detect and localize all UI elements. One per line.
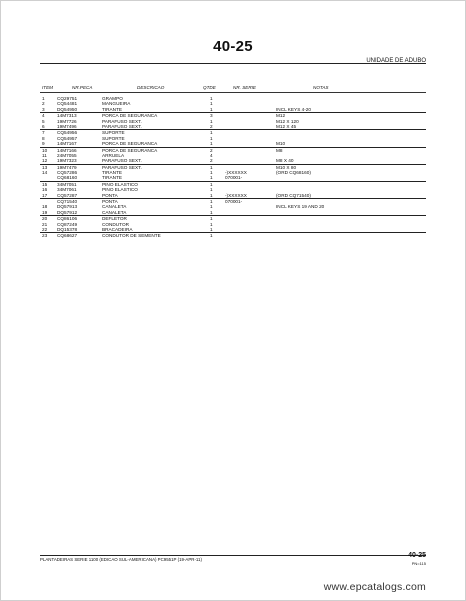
cell-part: CQ71540 [57, 199, 78, 205]
footer-code: PN=115 [411, 561, 426, 566]
footer-page-number: 40-25 [408, 552, 426, 559]
column-header-item: ITEM [42, 85, 53, 90]
cell-item: 4 [42, 113, 45, 119]
cell-notes: M8 [276, 147, 283, 153]
cell-item: 14 [42, 170, 48, 176]
cell-notes: (ORD CQ68160) [276, 170, 311, 176]
cell-description: CONDUTOR DE SEMENTE [102, 233, 161, 239]
cell-quantity: 4 [210, 152, 213, 158]
cell-part: DQ15378 [57, 226, 78, 232]
cell-quantity: 1 [210, 141, 213, 147]
cell-quantity: 1 [210, 187, 213, 193]
cell-description: TIRANTE [102, 175, 123, 181]
cell-description: SUPORTE [102, 135, 125, 141]
cell-item: 2 [42, 101, 45, 107]
cell-quantity: 1 [210, 175, 213, 181]
cell-description: ARRUELA [102, 152, 125, 158]
cell-quantity: 3 [210, 113, 213, 119]
watermark: www.epcatalogs.com [323, 581, 426, 593]
cell-item: 17 [42, 192, 48, 198]
cell-part: DQ57913 [57, 204, 78, 210]
cell-item: 1 [42, 96, 45, 101]
cell-item: 12 [42, 158, 48, 164]
column-header-description: DESCRICAO [137, 85, 165, 90]
cell-item: 22 [42, 226, 48, 232]
cell-quantity: 1 [210, 216, 213, 222]
cell-quantity: 1 [210, 192, 213, 198]
cell-part: CQ29751 [57, 96, 78, 101]
column-header-notes: NOTAS [313, 85, 329, 90]
cell-quantity: 1 [210, 130, 213, 136]
cell-quantity: 1 [210, 118, 213, 124]
cell-item: 10 [42, 147, 48, 153]
cell-quantity: 1 [210, 101, 213, 107]
cell-notes: M10 X 80 [276, 164, 297, 170]
cell-item: 13 [42, 164, 48, 170]
parts-table [40, 96, 426, 239]
cell-item: 11 [42, 152, 47, 158]
cell-item: 8 [42, 135, 45, 141]
footer-text: PLANTADEIRAS SERIE 1100 (EDICAO SUL-AMERICANA) PC9551P (19-APR-11) [40, 557, 202, 562]
cell-notes: M12 [276, 113, 286, 119]
cell-description: CANALETA [102, 204, 127, 210]
cell-part: 19M7496 [57, 123, 77, 129]
cell-item: 23 [42, 233, 48, 239]
column-header-quantity: QTDE [203, 85, 216, 90]
cell-quantity: 1 [210, 233, 213, 239]
cell-description: TIRANTE [102, 106, 123, 112]
cell-part: 14M7313 [57, 113, 77, 119]
cell-item: 6 [42, 123, 45, 129]
cell-description: MANGUEIRA [102, 101, 131, 107]
cell-part: 24M7055 [57, 152, 77, 158]
cell-quantity: 1 [210, 181, 213, 187]
cell-item: 15 [42, 181, 48, 187]
cell-item: 19 [42, 209, 48, 215]
cell-part: 34M7051 [57, 181, 77, 187]
cell-part: DQ57912 [57, 209, 78, 215]
cell-serial: -)XXXXXX [225, 170, 247, 176]
cell-quantity: 1 [210, 199, 213, 205]
section-title: UNIDADE DE ADUBO [366, 58, 426, 64]
cell-quantity: 1 [210, 204, 213, 210]
cell-part: 19M7726 [57, 118, 77, 124]
cell-part: 34M7061 [57, 187, 77, 193]
cell-part: CQ54481 [57, 101, 78, 107]
cell-description: PARAFUSO SEXT. [102, 123, 142, 129]
cell-part: CQ87249 [57, 221, 78, 227]
cell-part: CQ54956 [57, 130, 78, 136]
cell-part: DQ54950 [57, 106, 78, 112]
cell-description: TIRANTE [102, 170, 123, 176]
column-header-rule [40, 92, 426, 93]
cell-part: CQ86106 [57, 216, 78, 222]
cell-part: 19M7323 [57, 158, 77, 164]
cell-notes: (ORD CQ71540) [276, 192, 311, 198]
cell-item: 20 [42, 216, 48, 222]
cell-notes: M10 [276, 141, 286, 147]
cell-part: 14M7166 [57, 147, 77, 153]
cell-notes: M12 X 45 [276, 123, 297, 129]
cell-quantity: 1 [210, 135, 213, 141]
cell-quantity: 1 [210, 209, 213, 215]
cell-description: PARAFUSO SEXT. [102, 158, 142, 164]
cell-description: PARAFUSO SEXT. [102, 164, 142, 170]
cell-item: 7 [42, 130, 45, 136]
cell-item: 21 [42, 221, 48, 227]
cell-part: 14M7167 [57, 141, 77, 147]
cell-quantity: 1 [210, 164, 213, 170]
cell-description: GRAMPO [102, 96, 123, 101]
column-header-serial: NR. SERIE [233, 85, 256, 90]
cell-quantity: 1 [210, 221, 213, 227]
cell-item: 18 [42, 204, 48, 210]
cell-part: CQ57286 [57, 170, 78, 176]
cell-notes: INCL KEYS 19 AND 20 [276, 204, 325, 210]
column-header-part: NR.PECA [72, 85, 93, 90]
cell-serial: -)XXXXXX [225, 192, 247, 198]
cell-description: BRACADEIRA [102, 226, 133, 232]
cell-quantity: 2 [210, 123, 213, 129]
cell-item: 5 [42, 118, 45, 124]
header-rule [40, 63, 426, 64]
cell-description: PORCA DE SEGURANCA [102, 147, 158, 153]
cell-quantity: 2 [210, 147, 213, 153]
cell-quantity: 1 [210, 106, 213, 112]
cell-item: 9 [42, 141, 45, 147]
cell-part: CQ54957 [57, 135, 78, 141]
cell-part: CQ57287 [57, 192, 78, 198]
cell-description: PONTA [102, 192, 118, 198]
cell-notes: M12 X 120 [276, 118, 299, 124]
table-row [40, 233, 426, 238]
footer-rule [40, 555, 426, 556]
cell-description: PONTA [102, 199, 118, 205]
cell-serial: 070001- [225, 175, 243, 181]
cell-serial: 070001- [225, 199, 243, 205]
cell-description: CONDUTOR [102, 221, 129, 227]
cell-item: 3 [42, 106, 45, 112]
cell-description: SUPORTE [102, 130, 125, 136]
cell-item: 16 [42, 187, 48, 193]
cell-notes: INCL KEYS 4-20 [276, 106, 311, 112]
cell-part: 19M7479 [57, 164, 77, 170]
cell-description: PINO ELASTICO [102, 181, 138, 187]
cell-quantity: 1 [210, 96, 213, 101]
cell-part: CQ68627 [57, 233, 78, 239]
page-title: 40-25 [213, 38, 253, 55]
cell-quantity: 2 [210, 158, 213, 164]
cell-notes: M8 X 40 [276, 158, 294, 164]
cell-quantity: 1 [210, 170, 213, 176]
cell-quantity: 1 [210, 226, 213, 232]
cell-description: DEFLETOR [102, 216, 127, 222]
cell-description: PORCA DE SEGURANCA [102, 113, 158, 119]
cell-description: PINO ELASTICO [102, 187, 138, 193]
cell-description: CANALETA [102, 209, 127, 215]
cell-part: CQ68160 [57, 175, 78, 181]
cell-description: PORCA DE SEGURANCA [102, 141, 158, 147]
cell-description: PARAFUSO SEXT. [102, 118, 142, 124]
